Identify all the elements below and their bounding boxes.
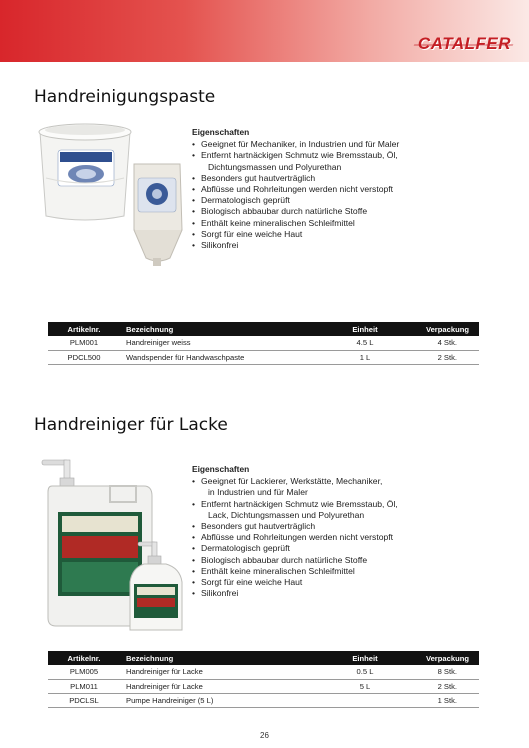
feature-item: • Sorgt für eine weiche Haut xyxy=(192,577,398,588)
feature-item: • Biologisch abbaubar durch natürliche Stoffe xyxy=(192,206,399,217)
feature-item: • Silikonfrei xyxy=(192,240,399,251)
cell-bezeichnung: Pumpe Handreiniger (5 L) xyxy=(120,693,320,707)
features-list-paste xyxy=(192,127,399,251)
section-title-handreinigungspaste: Handreinigungspaste xyxy=(34,87,216,107)
cell-artikelnr: PLM011 xyxy=(48,679,120,693)
cell-verpackung: 2 Stk. xyxy=(410,350,479,364)
section-title-handreiniger-lacke: Handreiniger für Lacke xyxy=(34,415,228,435)
brand-logo: CATALFER xyxy=(417,34,511,53)
cell-bezeichnung: Handreiniger weiss xyxy=(120,336,320,350)
table-header-row xyxy=(48,322,479,336)
features-list-lacke xyxy=(192,464,398,599)
table-row xyxy=(48,665,479,679)
feature-item: • Geeignet für Mechaniker, in Industrien und für Maler xyxy=(192,139,399,150)
feature-item: • Silikonfrei xyxy=(192,588,398,599)
col-header-verpackung: Verpackung xyxy=(410,651,479,665)
feature-item: • Besonders gut hautverträglich xyxy=(192,173,399,184)
feature-item: • Abflüsse und Rohrleitungen werden nicht verstopft xyxy=(192,532,398,543)
feature-item: • Dermatologisch geprüft xyxy=(192,195,399,206)
cell-artikelnr: PLM001 xyxy=(48,336,120,350)
table-row xyxy=(48,679,479,693)
cell-verpackung: 1 Stk. xyxy=(410,693,479,707)
feature-item-continued: in Industrien und für Maler xyxy=(208,487,308,498)
col-header-artikelnr: Artikelnr. xyxy=(48,651,120,665)
page-number: 26 xyxy=(260,731,269,740)
cell-verpackung: 2 Stk. xyxy=(410,679,479,693)
cell-einheit: 1 L xyxy=(320,350,410,364)
product-table-lacke xyxy=(48,651,479,708)
cell-einheit: 4.5 L xyxy=(320,336,410,350)
table-header-row xyxy=(48,651,479,665)
table-row xyxy=(48,693,479,707)
cell-verpackung: 4 Stk. xyxy=(410,336,479,350)
cell-bezeichnung: Handreiniger für Lacke xyxy=(120,679,320,693)
feature-item: • Entfernt hartnäckigen Schmutz wie Bremsstaub, Öl, xyxy=(192,499,398,510)
feature-item: • Dermatologisch geprüft xyxy=(192,543,398,554)
col-header-bezeichnung: Bezeichnung xyxy=(120,651,320,665)
features-heading: Eigenschaften xyxy=(192,464,250,474)
cell-einheit xyxy=(320,693,410,707)
col-header-einheit: Einheit xyxy=(320,322,410,336)
col-header-bezeichnung: Bezeichnung xyxy=(120,322,320,336)
cell-einheit: 0.5 L xyxy=(320,665,410,679)
cell-artikelnr: PLM005 xyxy=(48,665,120,679)
product-table-paste xyxy=(48,322,479,365)
feature-item: • Biologisch abbaubar durch natürliche Stoffe xyxy=(192,555,398,566)
table-row xyxy=(48,336,479,350)
feature-item: • Enthält keine mineralischen Schleifmittel xyxy=(192,218,399,229)
feature-item: • Abflüsse und Rohrleitungen werden nicht verstopft xyxy=(192,184,399,195)
cell-artikelnr: PDCLSL xyxy=(48,693,120,707)
col-header-artikelnr: Artikelnr. xyxy=(48,322,120,336)
features-heading: Eigenschaften xyxy=(192,127,250,137)
col-header-einheit: Einheit xyxy=(320,651,410,665)
product-image-lacke xyxy=(40,456,190,636)
feature-item: • Sorgt für eine weiche Haut xyxy=(192,229,399,240)
table-row xyxy=(48,350,479,364)
cell-einheit: 5 L xyxy=(320,679,410,693)
cell-bezeichnung: Handreiniger für Lacke xyxy=(120,665,320,679)
cell-artikelnr: PDCL500 xyxy=(48,350,120,364)
cell-bezeichnung: Wandspender für Handwaschpaste xyxy=(120,350,320,364)
cell-verpackung: 8 Stk. xyxy=(410,665,479,679)
feature-item-continued: Dichtungsmassen und Polyurethan xyxy=(208,161,342,172)
product-image-paste xyxy=(34,118,192,268)
feature-item: • Besonders gut hautverträglich xyxy=(192,521,398,532)
feature-item: • Entfernt hartnäckigen Schmutz wie Bremsstaub, Öl, xyxy=(192,150,399,161)
feature-item: • Enthält keine mineralischen Schleifmittel xyxy=(192,566,398,577)
col-header-verpackung: Verpackung xyxy=(410,322,479,336)
feature-item: • Geeignet für Lackierer, Werkstätte, Mechaniker, xyxy=(192,476,398,487)
feature-item-continued: Lack, Dichtungsmassen und Polyurethan xyxy=(208,509,365,520)
